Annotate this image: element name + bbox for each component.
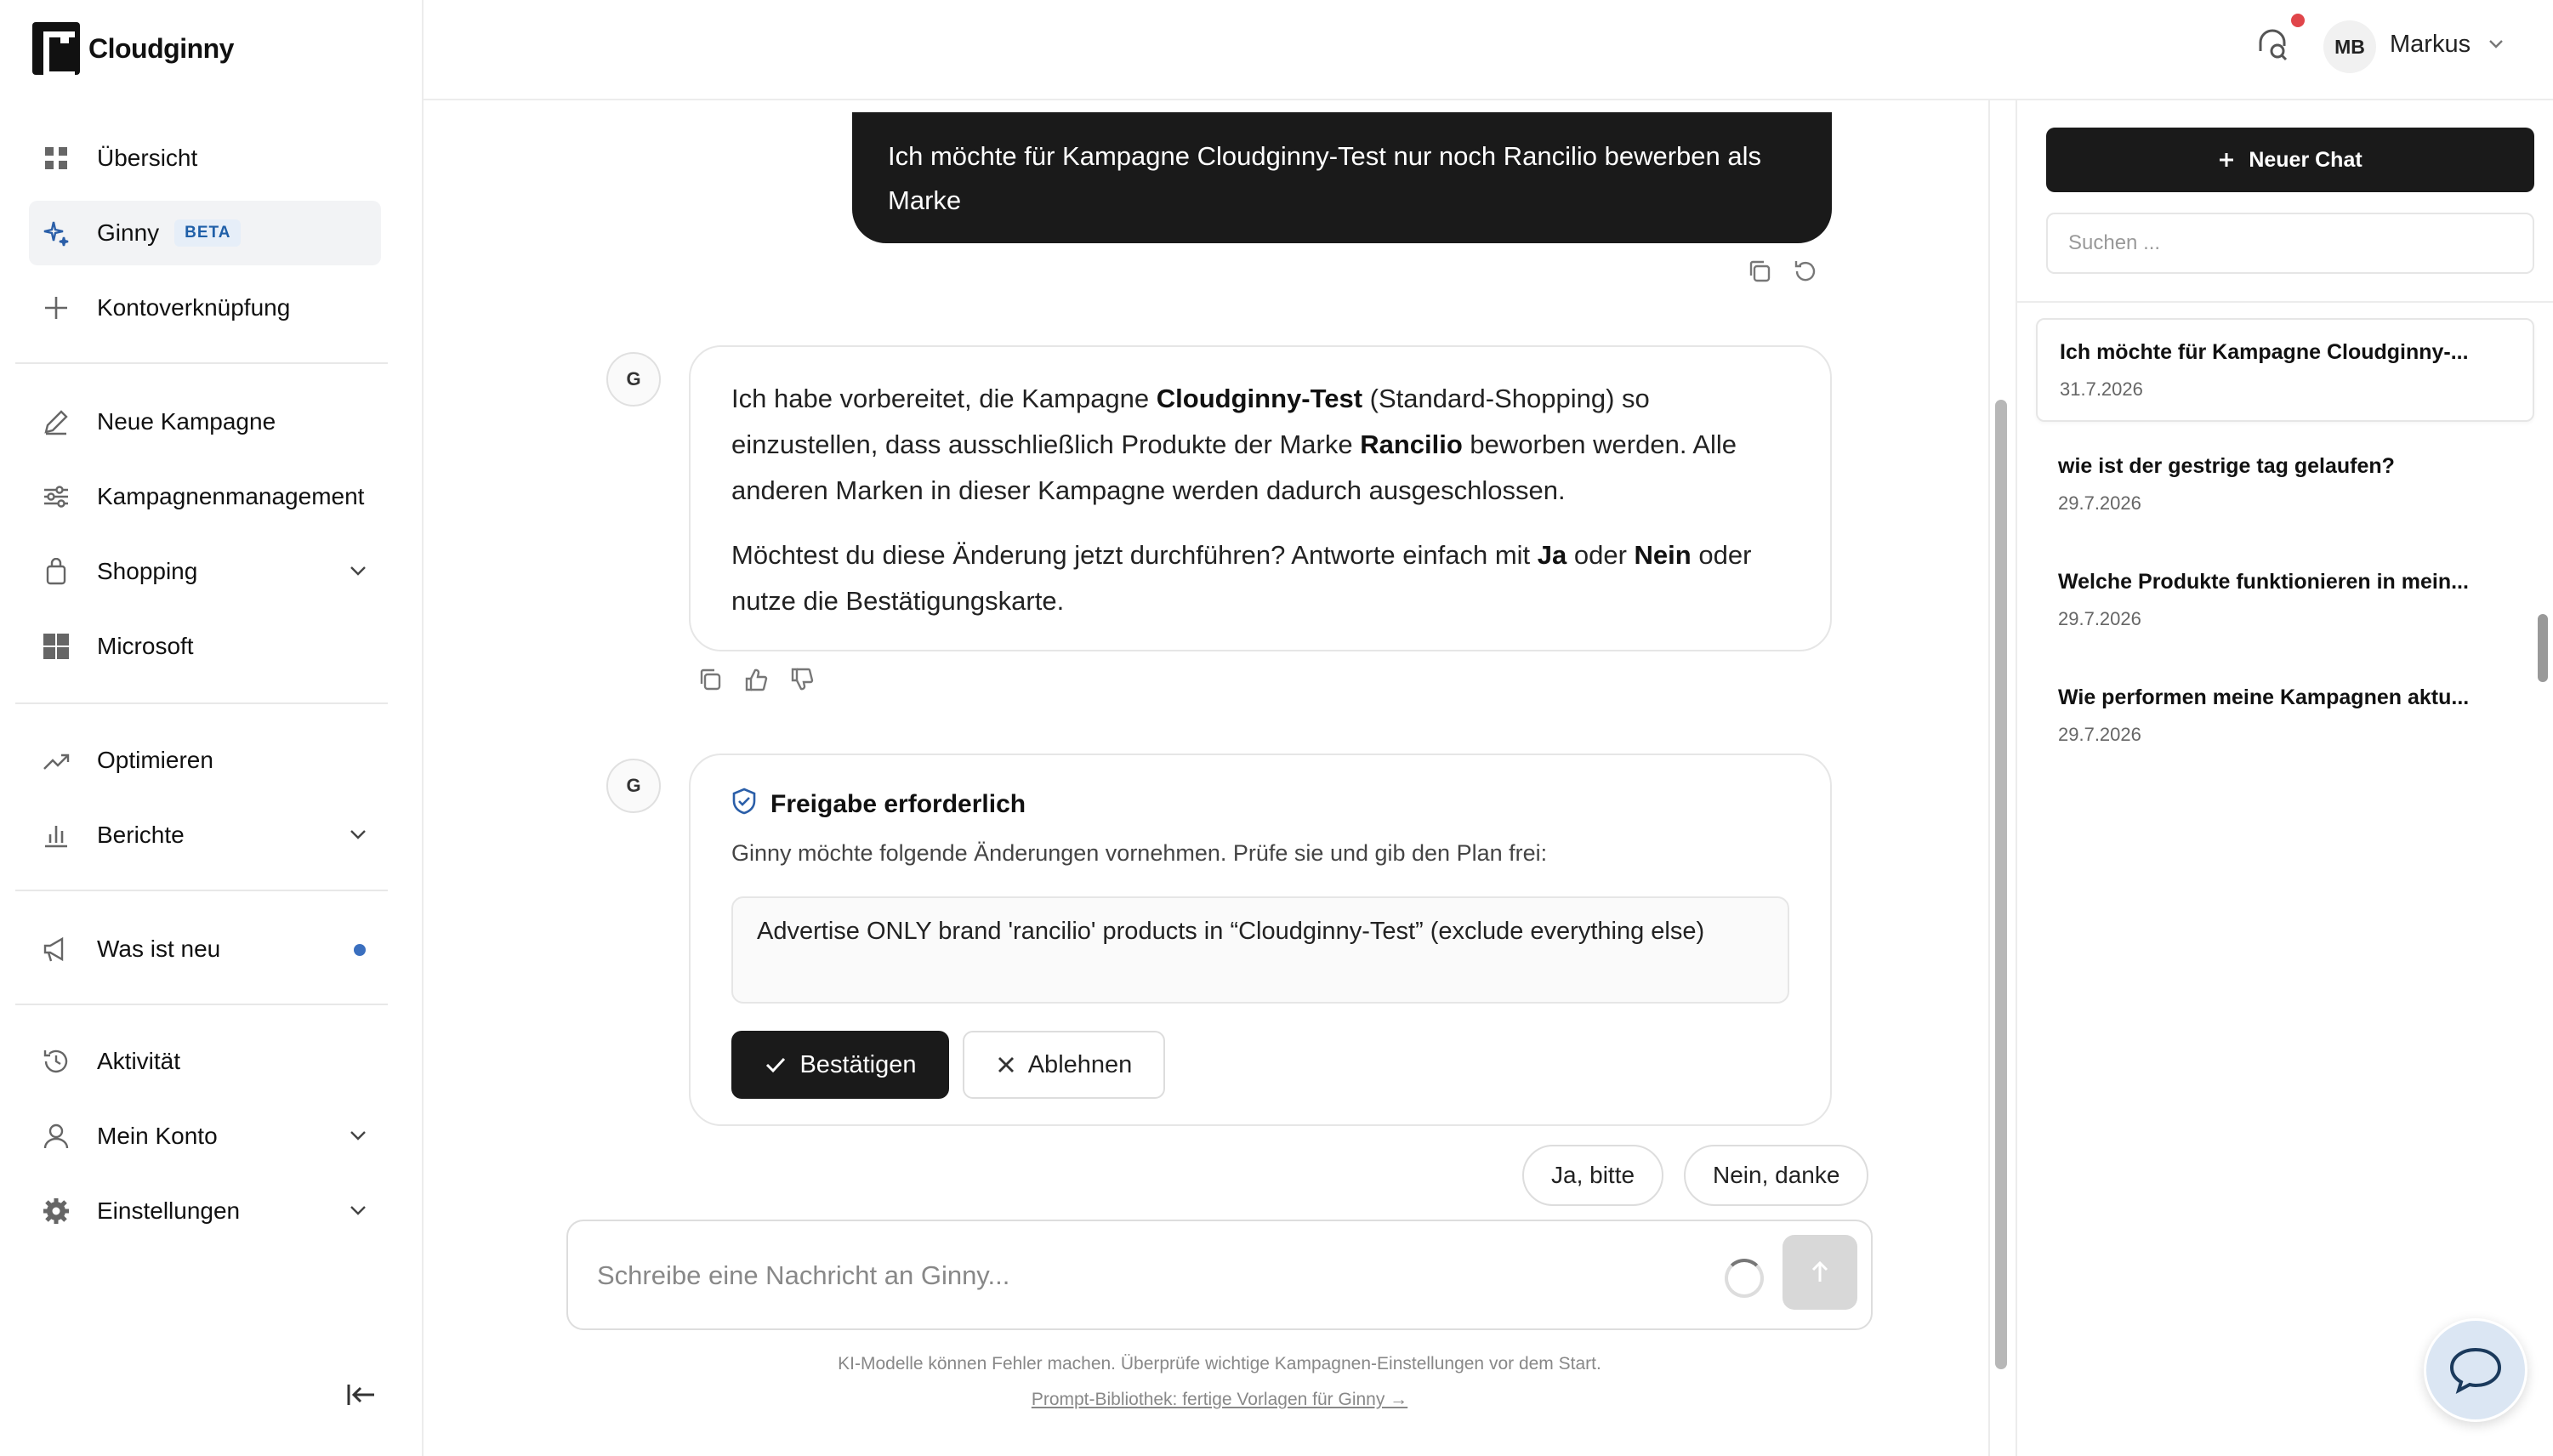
chat-history-item[interactable] [2036, 665, 2534, 769]
chevron-down-icon[interactable] [347, 560, 369, 586]
approval-card [689, 754, 1832, 1126]
sidebar-item-label: Microsoft [97, 633, 194, 659]
chat-search-input[interactable] [2046, 213, 2534, 274]
sidebar-item-optimieren[interactable] [29, 728, 381, 793]
copy-icon[interactable] [697, 667, 723, 697]
user-name[interactable]: Markus [2390, 31, 2471, 58]
loading-spinner-icon [1725, 1259, 1764, 1298]
sidebar-item-label: Aktivität [97, 1048, 181, 1074]
user-message: Ich möchte für Kampagne Cloudginny-Test nur noch Rancilio bewerben als Marke [852, 112, 1832, 243]
sidebar-divider [15, 1004, 388, 1005]
history-scrollbar[interactable] [2538, 614, 2548, 682]
plus-icon [2218, 151, 2235, 168]
sidebar-divider [15, 362, 388, 364]
campaign-name: Cloudginny-Test [1156, 384, 1363, 413]
sidebar-item-label: Optimieren [97, 747, 213, 773]
prompt-library-link[interactable]: Prompt-Bibliothek: fertige Vorlagen für Ginny → [1031, 1390, 1408, 1409]
arrow-up-icon [1807, 1260, 1833, 1285]
chevron-down-icon[interactable] [347, 1199, 369, 1226]
approval-subtitle: Ginny möchte folgende Änderungen vornehmen. Prüfe sie und gib den Plan frei: [731, 840, 1548, 866]
sidebar-item-label: Was ist neu [97, 936, 221, 962]
quick-reply-no[interactable]: Nein, danke [1684, 1145, 1868, 1206]
microsoft-icon [41, 631, 71, 662]
assistant-paragraph: Möchtest du diese Änderung jetzt durchführen? Antworte einfach mit Ja oder Nein oder nutze die Bestätigungskarte. [731, 540, 1752, 616]
chat-history-date: 29.7.2026 [2058, 608, 2141, 629]
sidebar-item-kampagnenmanagement[interactable] [29, 464, 381, 529]
quick-reply-yes[interactable]: Ja, bitte [1522, 1145, 1663, 1206]
sidebar-item-label: Übersicht [97, 145, 198, 171]
sidebar-item-was-ist-neu[interactable] [29, 917, 381, 981]
notification-dot [2291, 14, 2305, 27]
disclaimer: KI-Modelle können Fehler machen. Überprüfe wichtige Kampagnen-Einstellungen vor dem Start. [838, 1354, 1601, 1374]
assistant-avatar: G [606, 759, 661, 813]
chat-history-panel [2016, 100, 2553, 1456]
confirm-button[interactable]: Bestätigen [731, 1031, 949, 1099]
sidebar-divider [15, 702, 388, 704]
sidebar-item-neue-kampagne[interactable] [29, 390, 381, 454]
reject-button[interactable]: Ablehnen [963, 1031, 1165, 1099]
avatar[interactable]: MB [2323, 20, 2376, 73]
collapse-sidebar-icon[interactable] [344, 1378, 378, 1416]
plus-icon [41, 293, 71, 323]
chat-history-title: Wie performen meine Kampagnen aktu... [2058, 685, 2470, 709]
check-icon [764, 1053, 788, 1077]
assistant-avatar: G [606, 352, 661, 407]
brand-name-highlight: Rancilio [1360, 429, 1463, 459]
chat-history-title: Welche Produkte funktionieren in mein... [2058, 570, 2469, 594]
sidebar-item-ginny[interactable] [29, 201, 381, 265]
chat-bubble-icon [2448, 1345, 2504, 1396]
chat-history-title: wie ist der gestrige tag gelaufen? [2058, 454, 2395, 478]
shopping-bag-icon [41, 556, 71, 587]
sidebar-item-einstellungen[interactable] [29, 1179, 381, 1243]
bar-chart-icon [41, 820, 71, 850]
brand-name: Cloudginny [88, 32, 234, 64]
message-input[interactable] [597, 1252, 1669, 1300]
top-bar [424, 0, 2553, 100]
sidebar-item-berichte[interactable] [29, 803, 381, 867]
shield-check-icon [731, 788, 757, 822]
thumbs-up-icon[interactable] [743, 667, 769, 697]
brand-logo[interactable] [32, 22, 234, 75]
chat-scrollbar[interactable] [1995, 400, 2007, 1369]
sidebar-item-label: Einstellungen [97, 1197, 241, 1224]
approval-title: Freigabe erforderlich [731, 788, 1026, 822]
assistant-message-actions [697, 667, 815, 697]
new-chat-button[interactable]: Neuer Chat [2046, 128, 2534, 192]
trend-up-icon [41, 745, 71, 776]
sidebar-item-label: Berichte [97, 822, 185, 848]
chevron-down-icon[interactable] [347, 1124, 369, 1151]
chat-history-item[interactable] [2036, 318, 2534, 422]
user-icon [41, 1121, 71, 1152]
sidebar-item-label: Shopping [97, 558, 198, 584]
sidebar-item-uebersicht[interactable] [29, 126, 381, 191]
megaphone-icon [41, 934, 71, 964]
assistant-message [689, 345, 1832, 651]
assistant-paragraph: Ich habe vorbereitet, die Kampagne Cloudginny-Test (Standard-Shopping) so einzustellen, dass ausschließlich Produkte der Marke Rancilio beworben werden. Alle anderen Marken in dieser Kampagne werden dadurch ausgeschlossen. [731, 384, 1737, 505]
sidebar-item-label: Kontoverknüpfung [97, 294, 291, 321]
gear-icon [41, 1196, 71, 1226]
sidebar-item-kontoverknuepfung[interactable] [29, 276, 381, 340]
chevron-down-icon[interactable] [2487, 34, 2505, 57]
sidebar-divider [15, 890, 388, 891]
copy-icon[interactable] [1747, 259, 1772, 288]
close-icon [996, 1055, 1016, 1075]
notification-icon[interactable] [2254, 26, 2291, 67]
sidebar-item-label: Neue Kampagne [97, 408, 276, 435]
chat-history-item[interactable] [2036, 434, 2534, 537]
sliders-icon [41, 481, 71, 512]
chat-history-date: 29.7.2026 [2058, 724, 2141, 745]
history-icon [41, 1046, 71, 1077]
message-composer [566, 1220, 1873, 1330]
sidebar-item-label: Mein Konto [97, 1123, 218, 1149]
send-button[interactable] [1783, 1235, 1857, 1310]
pencil-icon [41, 407, 71, 437]
panel-divider [1988, 100, 1990, 1456]
support-chat-button[interactable] [2424, 1318, 2527, 1422]
sidebar-item-mein-konto[interactable] [29, 1104, 381, 1169]
sidebar-item-aktivitaet[interactable] [29, 1029, 381, 1094]
sidebar-item-label: Ginny [97, 219, 160, 246]
chevron-down-icon[interactable] [347, 823, 369, 850]
user-message-actions [1747, 259, 1818, 288]
history-divider [2017, 301, 2553, 303]
thumbs-down-icon[interactable] [789, 667, 815, 697]
sidebar [0, 0, 424, 1456]
sparkles-icon [41, 218, 71, 248]
approval-plan: Advertise ONLY brand 'rancilio' products in “Cloudginny-Test” (exclude everything else) [731, 896, 1789, 1004]
new-indicator-dot [354, 944, 366, 956]
chat-history-title: Ich möchte für Kampagne Cloudginny-... [2060, 340, 2469, 364]
grid-icon [41, 143, 71, 173]
sidebar-item-shopping[interactable] [29, 539, 381, 604]
sidebar-item-microsoft[interactable] [29, 614, 381, 679]
retry-icon[interactable] [1793, 259, 1818, 288]
logo-icon [32, 22, 80, 75]
beta-badge: BETA [174, 219, 241, 247]
sidebar-item-label: Kampagnenmanagement [97, 483, 365, 509]
chat-history-date: 31.7.2026 [2060, 378, 2143, 400]
chat-history-date: 29.7.2026 [2058, 492, 2141, 514]
chat-history-item[interactable] [2036, 549, 2534, 653]
